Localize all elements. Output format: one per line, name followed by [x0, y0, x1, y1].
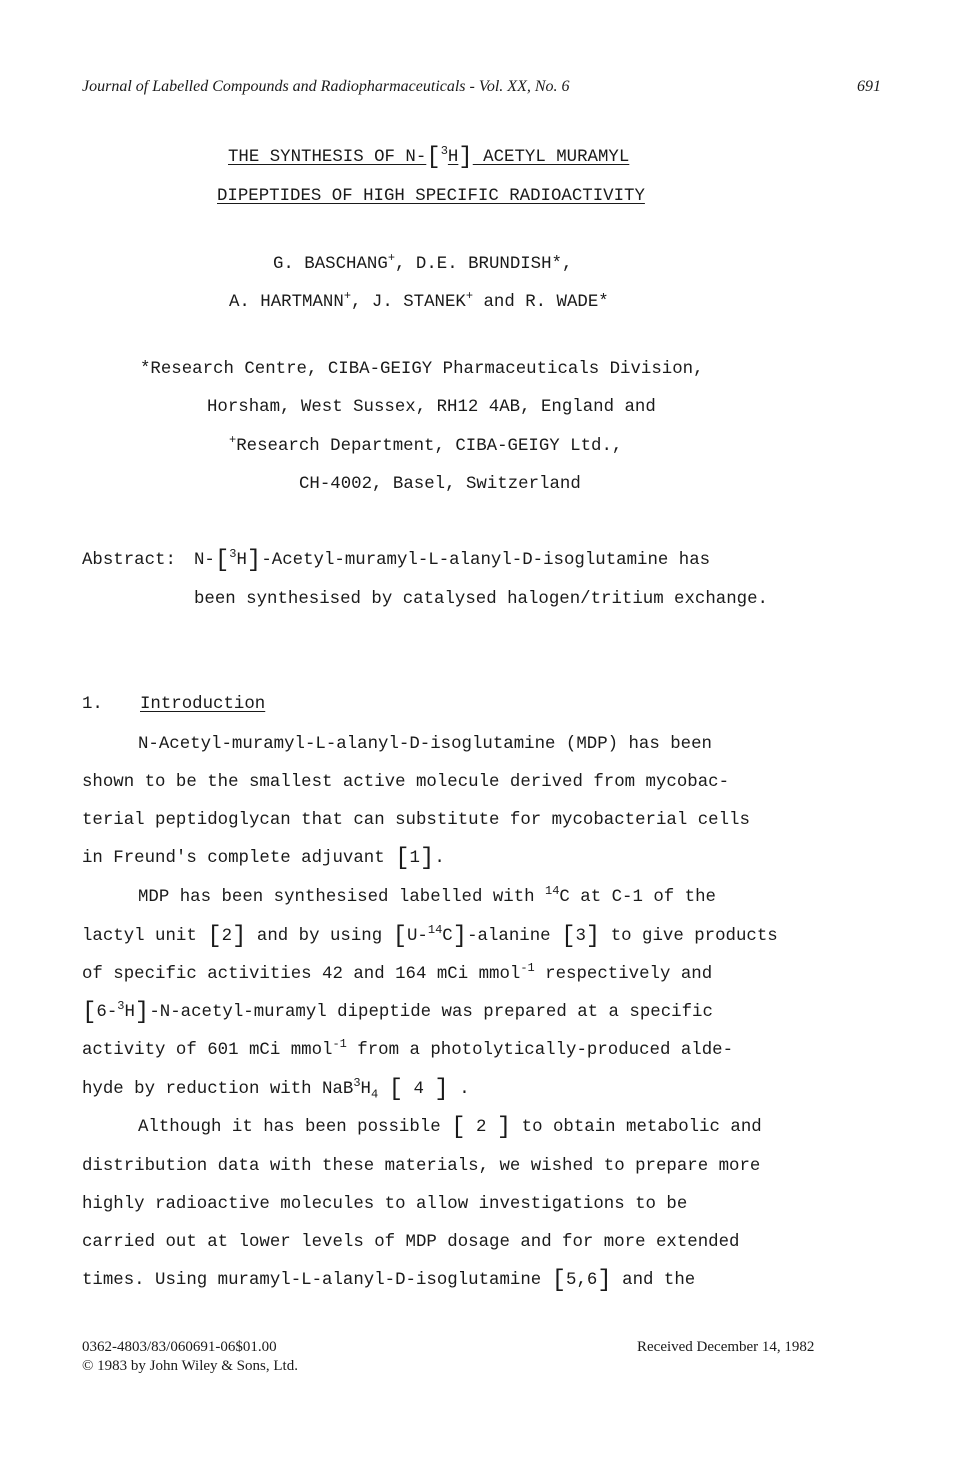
body-text: . — [459, 1080, 470, 1099]
citation-ref: 2 — [221, 927, 233, 946]
body-text: MDP has been synthesised labelled with — [138, 888, 546, 907]
body-text: and the — [611, 1271, 696, 1290]
bracket-open: [ — [426, 144, 441, 171]
bracket-open: [ — [207, 923, 222, 950]
body-line-4 — [82, 845, 445, 872]
label-text: C — [442, 927, 453, 946]
bracket-open: [ — [82, 999, 97, 1026]
body-text: Although it has been possible — [138, 1118, 452, 1137]
bracket-close: ] — [232, 923, 247, 950]
body-text: -alanine — [467, 927, 562, 946]
citation-ref: 2 — [475, 1118, 487, 1137]
citation-ref: 5,6 — [566, 1271, 598, 1290]
exponent: -1 — [520, 961, 535, 976]
title-line-2: DIPEPTIDES OF HIGH SPECIFIC RADIOACTIVITY — [217, 187, 645, 206]
title-pre: THE SYNTHESIS OF N- — [228, 148, 427, 167]
body-line-1: N-Acetyl-muramyl-L-alanyl-D-isoglutamine (MDP) has been — [138, 735, 712, 754]
label-text: H — [124, 1003, 135, 1022]
body-line-11 — [138, 1114, 762, 1141]
citation-ref: 4 — [413, 1080, 424, 1099]
title-post: ACETYL MURAMYL — [472, 148, 630, 167]
bracket-close: ] — [452, 923, 468, 950]
bracket-close: ] — [134, 999, 150, 1026]
title-label-element: H — [447, 148, 459, 167]
bracket-open: [ — [561, 923, 576, 950]
author-wade: and R. WADE* — [473, 293, 609, 312]
exponent: -1 — [332, 1037, 347, 1052]
affil-mark-plus: + — [229, 433, 237, 448]
isotope-mass: 3 — [353, 1076, 361, 1091]
body-text: lactyl unit — [82, 927, 208, 946]
citation-ref: 1 — [409, 849, 420, 868]
body-line-5 — [138, 884, 716, 907]
affiliation-line-3 — [229, 433, 623, 456]
affiliation-line-1: *Research Centre, CIBA-GEIGY Pharmaceuticals Division, — [140, 360, 704, 379]
body-text: -N-acetyl-muramyl dipeptide was prepared at a specific — [149, 1003, 713, 1022]
footer-copyright: © 1983 by John Wiley & Sons, Ltd. — [82, 1358, 298, 1374]
section-title: Introduction — [140, 695, 266, 714]
bracket-close: ] — [419, 845, 435, 872]
body-text: from a photolytically-produced alde- — [346, 1041, 734, 1060]
abstract-label: Abstract: — [82, 551, 176, 570]
author-baschang: G. BASCHANG — [273, 255, 388, 274]
bracket-close: ] — [496, 1114, 512, 1141]
abstract-line-1 — [194, 547, 711, 574]
isotope-mass: 14 — [545, 884, 560, 899]
body-line-2: shown to be the smallest active molecule derived from mycobac- — [82, 773, 730, 792]
bracket-close: ] — [434, 1076, 449, 1103]
label-text: 6- — [96, 1003, 118, 1022]
isotope-mass: 3 — [117, 999, 125, 1014]
abstract-element: H — [236, 551, 247, 570]
body-line-14: carried out at lower levels of MDP dosage and for more extended — [82, 1233, 740, 1252]
affiliation-line-4: CH-4002, Basel, Switzerland — [299, 475, 581, 494]
affiliation-line-2: Horsham, West Sussex, RH12 4AB, England and — [207, 398, 656, 417]
footer-code: 0362-4803/83/060691-06$01.00 — [82, 1339, 277, 1355]
body-text: hyde by reduction with NaB — [82, 1080, 354, 1099]
affiliation-research-dept: Research Department, CIBA-GEIGY Ltd., — [236, 437, 623, 456]
abstract-line-2: been synthesised by catalysed halogen/tritium exchange. — [194, 590, 768, 609]
body-text: to obtain metabolic and — [511, 1118, 762, 1137]
body-line-12: distribution data with these materials, we wished to prepare more — [82, 1157, 761, 1176]
author-brundish: , D.E. BRUNDISH*, — [395, 255, 573, 274]
body-text: to give products — [600, 927, 778, 946]
body-line-15 — [82, 1267, 696, 1294]
body-line-9 — [82, 1037, 734, 1060]
bracket-close: ] — [458, 144, 473, 171]
body-text: activity of 601 mCi mmol — [82, 1041, 333, 1060]
page-number: 691 — [857, 78, 881, 95]
body-line-8 — [82, 999, 713, 1026]
abstract-mass: 3 — [229, 547, 237, 562]
bracket-open: [ — [214, 547, 230, 574]
body-line-13: highly radioactive molecules to allow investigations to be — [82, 1195, 688, 1214]
bracket-close: ] — [597, 1267, 612, 1294]
bracket-open: [ — [388, 1076, 404, 1103]
subscript: 4 — [370, 1087, 379, 1102]
bracket-close: ] — [585, 923, 601, 950]
body-line-6 — [82, 923, 778, 950]
bracket-open: [ — [395, 845, 410, 872]
authors-line-1 — [273, 251, 573, 274]
body-text: in Freund's complete adjuvant — [82, 849, 396, 868]
bracket-open: [ — [392, 923, 407, 950]
bracket-close: ] — [246, 547, 262, 574]
body-line-10 — [82, 1076, 470, 1103]
authors-line-2 — [229, 289, 609, 312]
body-line-3: terial peptidoglycan that can substitute for mycobacterial cells — [82, 811, 750, 830]
footer-received: Received December 14, 1982 — [637, 1339, 815, 1355]
isotope-mass: 14 — [427, 923, 443, 938]
running-header: Journal of Labelled Compounds and Radiopharmaceuticals - Vol. XX, No. 6 — [82, 78, 570, 95]
title-label-mass: 3 — [440, 144, 448, 159]
affil-mark-plus: + — [387, 251, 396, 266]
bracket-open: [ — [451, 1114, 466, 1141]
body-text: of specific activities 42 and 164 mCi mmol — [82, 965, 521, 984]
bracket-open: [ — [551, 1267, 567, 1294]
body-text: H — [360, 1080, 371, 1099]
body-text: times. Using muramyl-L-alanyl-D-isoglutamine — [82, 1271, 552, 1290]
abstract-text-1: -Acetyl-muramyl-L-alanyl-D-isoglutamine has — [261, 551, 711, 570]
citation-ref: 3 — [575, 927, 586, 946]
affil-mark-plus: + — [343, 289, 352, 304]
body-text: respectively and — [534, 965, 713, 984]
section-number: 1. — [82, 695, 103, 714]
author-stanek: , J. STANEK — [351, 293, 466, 312]
affil-mark-plus: + — [465, 289, 474, 304]
abstract-n: N- — [194, 551, 215, 570]
author-hartmann: A. HARTMANN — [229, 293, 344, 312]
title-line-1 — [228, 144, 630, 171]
body-line-7 — [82, 961, 713, 984]
label-text: U- — [407, 927, 428, 946]
body-text: C at C-1 of the — [559, 888, 716, 907]
body-text: . — [434, 849, 445, 868]
body-text: and by using — [246, 927, 393, 946]
